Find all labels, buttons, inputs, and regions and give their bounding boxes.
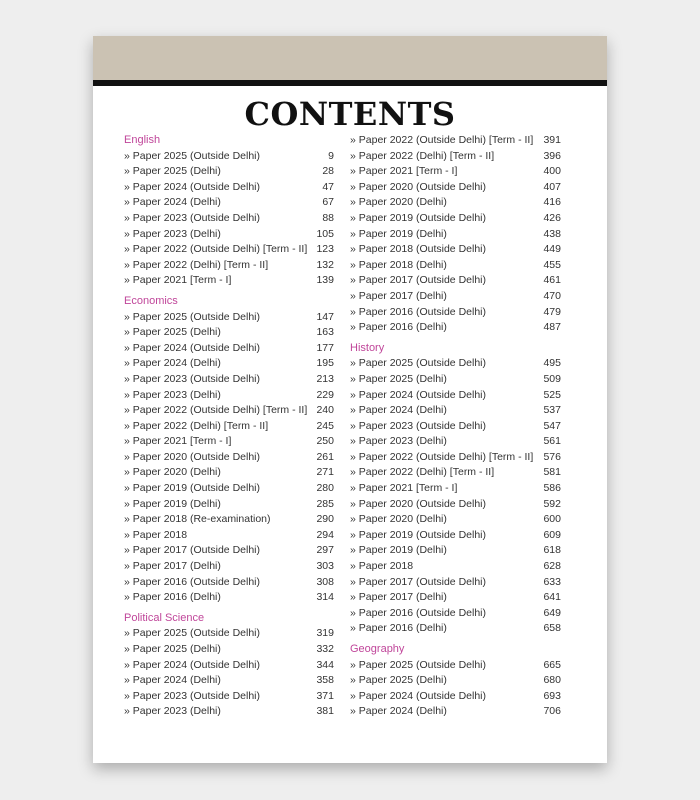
toc-entry — [350, 403, 561, 419]
entry-page-number: 67 — [322, 196, 334, 209]
toc-entry — [124, 227, 334, 243]
toc-entry — [350, 242, 561, 258]
toc-entry — [350, 305, 561, 321]
toc-entry — [350, 211, 561, 227]
entry-page-number: 618 — [543, 544, 561, 557]
toc-entry — [124, 242, 334, 258]
entry-label: » Paper 2017 (Outside Delhi) — [350, 575, 486, 588]
entry-label: » Paper 2017 (Delhi) — [350, 591, 447, 604]
entry-label: » Paper 2018 (Re-examination) — [124, 513, 271, 526]
entry-label: » Paper 2023 (Outside Delhi) — [124, 372, 260, 385]
toc-entry — [124, 388, 334, 404]
toc-entry — [350, 606, 561, 622]
entry-label: » Paper 2023 (Delhi) — [350, 435, 447, 448]
toc-section — [350, 133, 561, 336]
toc-entry — [350, 658, 561, 674]
entry-label: » Paper 2023 (Delhi) — [124, 227, 221, 240]
entry-label: » Paper 2019 (Outside Delhi) — [350, 211, 486, 224]
entry-page-number: 28 — [322, 165, 334, 178]
entry-page-number: 581 — [543, 466, 561, 479]
toc-section — [350, 642, 561, 720]
entry-label: » Paper 2019 (Delhi) — [350, 544, 447, 557]
entry-page-number: 680 — [543, 674, 561, 687]
entry-page-number: 547 — [543, 419, 561, 432]
entry-page-number: 487 — [543, 321, 561, 334]
entry-page-number: 332 — [316, 643, 334, 655]
section-heading: Economics — [124, 294, 178, 307]
entry-page-number: 358 — [316, 674, 334, 687]
section-heading: History — [350, 341, 385, 354]
toc-entry — [350, 575, 561, 591]
toc-section — [124, 294, 334, 606]
toc-entry — [350, 419, 561, 435]
toc-entry — [124, 559, 334, 575]
header-band — [93, 36, 607, 80]
entry-page-number: 147 — [316, 310, 334, 323]
toc-entry — [124, 689, 334, 705]
entry-page-number: 132 — [316, 258, 334, 271]
toc-entry — [350, 273, 561, 289]
toc-entry — [124, 273, 334, 289]
entry-label: » Paper 2021 [Term - I] — [350, 165, 458, 178]
entry-label: » Paper 2025 (Outside Delhi) — [350, 658, 486, 671]
toc-entry — [124, 590, 334, 606]
entry-label: » Paper 2018 (Outside Delhi) — [350, 243, 486, 256]
toc-entry — [124, 543, 334, 559]
toc-entry — [124, 419, 334, 435]
entry-label: » Paper 2022 (Delhi) [Term - II] — [350, 149, 495, 162]
entry-label: » Paper 2024 (Delhi) — [124, 674, 221, 687]
entry-label: » Paper 2020 (Delhi) — [350, 513, 447, 526]
entry-page-number: 455 — [543, 258, 561, 271]
entry-page-number: 438 — [543, 227, 561, 240]
entry-page-number: 303 — [316, 560, 334, 573]
entry-page-number: 449 — [543, 243, 561, 256]
toc-entry — [124, 465, 334, 481]
toc-entry — [124, 325, 334, 341]
entry-label: » Paper 2016 (Outside Delhi) — [124, 575, 260, 588]
entry-page-number: 240 — [316, 404, 334, 417]
section-heading: English — [124, 134, 161, 146]
entry-label: » Paper 2025 (Delhi) — [350, 674, 447, 687]
entry-label: » Paper 2024 (Delhi) — [350, 705, 447, 718]
toc-entry — [350, 481, 561, 497]
entry-label: » Paper 2018 (Delhi) — [350, 258, 447, 271]
entry-label: » Paper 2018 — [350, 560, 414, 573]
entry-page-number: 319 — [316, 627, 334, 640]
entry-page-number: 344 — [316, 658, 334, 671]
entry-page-number: 308 — [316, 575, 334, 588]
toc-entry — [350, 528, 561, 544]
entry-page-number: 461 — [543, 274, 561, 287]
toc-section — [124, 133, 334, 289]
toc-entry — [350, 195, 561, 211]
entry-label: » Paper 2024 (Delhi) — [350, 404, 447, 417]
entry-page-number: 396 — [543, 149, 561, 162]
toc-entry — [124, 164, 334, 180]
entry-label: » Paper 2020 (Outside Delhi) — [350, 180, 486, 193]
entry-label: » Paper 2024 (Outside Delhi) — [350, 689, 486, 702]
entry-label: » Paper 2025 (Outside Delhi) — [124, 627, 260, 640]
toc-entry — [350, 356, 561, 372]
entry-label: » Paper 2020 (Delhi) — [350, 196, 447, 209]
entry-page-number: 658 — [543, 622, 561, 635]
right-column — [350, 133, 561, 720]
entry-page-number: 586 — [543, 482, 561, 495]
entry-page-number: 105 — [316, 227, 334, 240]
entry-page-number: 314 — [316, 591, 334, 604]
toc-entry — [350, 320, 561, 336]
toc-entry — [350, 434, 561, 450]
entry-label: » Paper 2023 (Outside Delhi) — [124, 689, 260, 702]
toc-entry — [124, 372, 334, 388]
entry-page-number: 280 — [316, 482, 334, 495]
toc-entry — [124, 658, 334, 674]
entry-label: » Paper 2025 (Delhi) — [124, 326, 221, 339]
entry-label: » Paper 2019 (Outside Delhi) — [350, 528, 486, 541]
toc-entry — [350, 133, 561, 149]
toc-entry — [124, 341, 334, 357]
entry-label: » Paper 2020 (Delhi) — [124, 466, 221, 479]
entry-page-number: 123 — [316, 243, 334, 256]
entry-label: » Paper 2021 [Term - I] — [124, 274, 232, 287]
entry-label: » Paper 2024 (Outside Delhi) — [124, 658, 260, 671]
contents-page — [93, 36, 607, 763]
toc-entry — [350, 164, 561, 180]
entry-page-number: 693 — [543, 689, 561, 702]
entry-page-number: 495 — [543, 357, 561, 370]
toc-entry — [350, 497, 561, 513]
toc-entry — [124, 497, 334, 513]
toc-entry — [124, 642, 334, 658]
entry-page-number: 561 — [543, 435, 561, 448]
entry-label: » Paper 2020 (Outside Delhi) — [124, 450, 260, 463]
entry-page-number: 509 — [543, 372, 561, 385]
header-rule — [93, 80, 607, 86]
toc-entry — [350, 227, 561, 243]
toc-entry — [350, 372, 561, 388]
entry-page-number: 47 — [322, 180, 334, 193]
entry-label: » Paper 2025 (Delhi) — [124, 643, 221, 655]
toc-entry — [124, 149, 334, 165]
entry-page-number: 479 — [543, 305, 561, 318]
entry-page-number: 665 — [543, 658, 561, 671]
entry-page-number: 537 — [543, 404, 561, 417]
toc-entry — [124, 575, 334, 591]
entry-label: » Paper 2025 (Outside Delhi) — [124, 310, 260, 323]
entry-page-number: 250 — [316, 435, 334, 448]
entry-page-number: 470 — [543, 289, 561, 302]
entry-label: » Paper 2022 (Delhi) [Term - II] — [124, 419, 269, 432]
toc-entry — [124, 356, 334, 372]
left-column — [124, 133, 334, 720]
entry-page-number: 426 — [543, 211, 561, 224]
entry-page-number: 229 — [316, 388, 334, 401]
entry-page-number: 88 — [322, 211, 334, 224]
entry-label: » Paper 2025 (Delhi) — [124, 165, 221, 178]
toc-entry — [350, 590, 561, 606]
toc-entry — [124, 195, 334, 211]
entry-label: » Paper 2021 [Term - I] — [124, 435, 232, 448]
entry-page-number: 139 — [316, 274, 334, 287]
toc-entry — [350, 704, 561, 720]
entry-label: » Paper 2022 (Outside Delhi) [Term - II] — [350, 450, 534, 463]
entry-page-number: 285 — [316, 497, 334, 510]
entry-label: » Paper 2023 (Outside Delhi) — [124, 211, 260, 224]
entry-page-number: 381 — [316, 705, 334, 718]
entry-label: » Paper 2016 (Outside Delhi) — [350, 305, 486, 318]
toc-entry — [350, 512, 561, 528]
entry-label: » Paper 2024 (Outside Delhi) — [124, 180, 260, 193]
entry-page-number: 633 — [543, 575, 561, 588]
entry-page-number: 290 — [316, 513, 334, 526]
entry-label: » Paper 2019 (Outside Delhi) — [124, 482, 260, 495]
toc-section — [350, 341, 561, 637]
entry-label: » Paper 2022 (Outside Delhi) [Term - II] — [350, 134, 534, 146]
toc-entry — [124, 450, 334, 466]
entry-page-number: 592 — [543, 497, 561, 510]
toc-entry — [350, 543, 561, 559]
entry-page-number: 641 — [543, 591, 561, 604]
entry-label: » Paper 2020 (Outside Delhi) — [350, 497, 486, 510]
toc-entry — [350, 180, 561, 196]
entry-label: » Paper 2016 (Outside Delhi) — [350, 606, 486, 619]
entry-page-number: 177 — [316, 341, 334, 354]
entry-page-number: 297 — [316, 544, 334, 557]
entry-page-number: 609 — [543, 528, 561, 541]
entry-label: » Paper 2019 (Delhi) — [124, 497, 221, 510]
toc-entry — [350, 450, 561, 466]
toc-entry — [350, 258, 561, 274]
entry-page-number: 163 — [316, 326, 334, 339]
entry-label: » Paper 2017 (Delhi) — [350, 289, 447, 302]
entry-page-number: 245 — [316, 419, 334, 432]
toc-entry — [124, 258, 334, 274]
toc-entry — [350, 289, 561, 305]
entry-label: » Paper 2017 (Outside Delhi) — [350, 274, 486, 287]
toc-entry — [350, 673, 561, 689]
toc-entry — [124, 626, 334, 642]
toc-entry — [124, 211, 334, 227]
entry-label: » Paper 2025 (Outside Delhi) — [350, 357, 486, 370]
entry-label: » Paper 2016 (Delhi) — [350, 321, 447, 334]
entry-page-number: 294 — [316, 528, 334, 541]
entry-label: » Paper 2024 (Outside Delhi) — [350, 388, 486, 401]
entry-page-number: 195 — [316, 357, 334, 370]
entry-page-number: 416 — [543, 196, 561, 209]
entry-page-number: 628 — [543, 560, 561, 573]
entry-label: » Paper 2024 (Outside Delhi) — [124, 341, 260, 354]
toc-entry — [350, 388, 561, 404]
entry-page-number: 213 — [316, 372, 334, 385]
entry-label: » Paper 2017 (Outside Delhi) — [124, 544, 260, 557]
entry-label: » Paper 2023 (Outside Delhi) — [350, 419, 486, 432]
entry-label: » Paper 2021 [Term - I] — [350, 482, 458, 495]
entry-label: » Paper 2024 (Delhi) — [124, 196, 221, 209]
entry-page-number: 371 — [316, 689, 334, 702]
entry-label: » Paper 2022 (Delhi) [Term - II] — [350, 466, 495, 479]
entry-page-number: 407 — [543, 180, 561, 193]
toc-entry — [124, 434, 334, 450]
toc-entry — [350, 689, 561, 705]
toc-entry — [124, 310, 334, 326]
entry-page-number: 576 — [543, 450, 561, 463]
entry-label: » Paper 2016 (Delhi) — [350, 622, 447, 635]
entry-page-number: 391 — [543, 134, 561, 146]
entry-label: » Paper 2025 (Delhi) — [350, 372, 447, 385]
entry-page-number: 400 — [543, 165, 561, 178]
entry-page-number: 525 — [543, 388, 561, 401]
entry-label: » Paper 2016 (Delhi) — [124, 591, 221, 604]
toc-entry — [350, 621, 561, 637]
entry-label: » Paper 2018 — [124, 528, 188, 541]
toc-entry — [124, 704, 334, 720]
entry-label: » Paper 2022 (Delhi) [Term - II] — [124, 258, 269, 271]
toc-entry — [124, 481, 334, 497]
entry-page-number: 261 — [316, 450, 334, 463]
entry-label: » Paper 2023 (Delhi) — [124, 705, 221, 718]
toc-entry — [124, 403, 334, 419]
toc-entry — [124, 512, 334, 528]
entry-page-number: 271 — [316, 466, 334, 479]
toc-section — [124, 611, 334, 720]
entry-label: » Paper 2019 (Delhi) — [350, 227, 447, 240]
entry-label: » Paper 2022 (Outside Delhi) [Term - II] — [124, 404, 308, 417]
entry-page-number: 649 — [543, 606, 561, 619]
entry-page-number: 706 — [543, 705, 561, 718]
entry-label: » Paper 2025 (Outside Delhi) — [124, 149, 260, 162]
toc-entry — [350, 465, 561, 481]
entry-page-number: 600 — [543, 513, 561, 526]
section-heading: Political Science — [124, 611, 205, 624]
entry-page-number: 9 — [328, 149, 334, 162]
entry-label: » Paper 2023 (Delhi) — [124, 388, 221, 401]
toc-entry — [350, 559, 561, 575]
toc-entry — [124, 528, 334, 544]
entry-label: » Paper 2022 (Outside Delhi) [Term - II] — [124, 243, 308, 256]
section-heading: Geography — [350, 643, 405, 655]
entry-label: » Paper 2024 (Delhi) — [124, 357, 221, 370]
entry-label: » Paper 2017 (Delhi) — [124, 560, 221, 573]
page-title: CONTENTS — [244, 95, 456, 133]
toc-entry — [350, 149, 561, 165]
toc-entry — [124, 180, 334, 196]
toc-entry — [124, 673, 334, 689]
